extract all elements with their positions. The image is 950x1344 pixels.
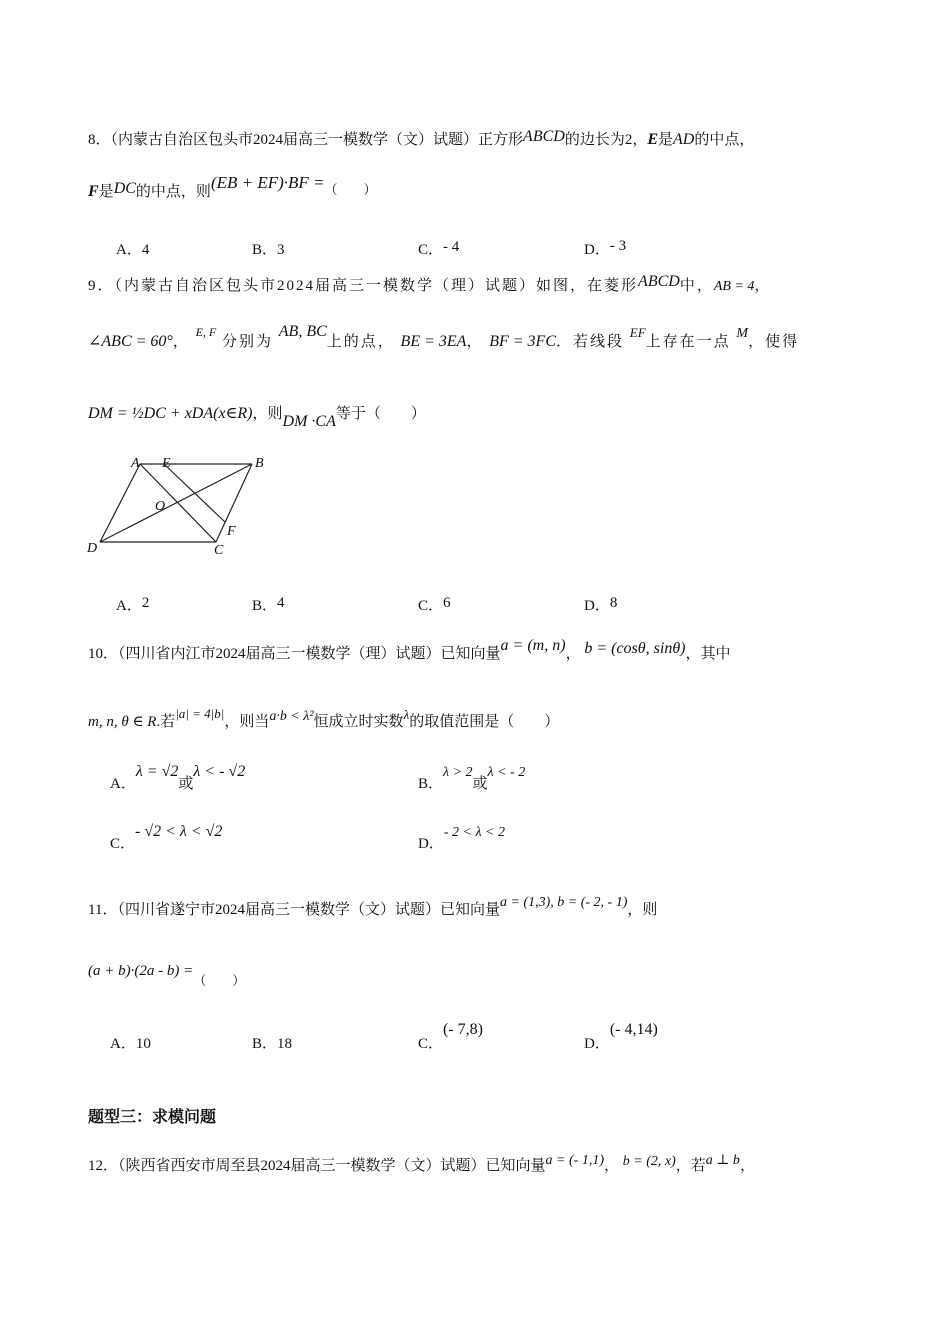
q9-option-c: C．6 xyxy=(418,595,451,614)
rhombus-figure xyxy=(84,450,284,560)
q9-math-angle: ∠ABC = 60° xyxy=(88,333,173,350)
q9-line1: 9．（内蒙古自治区包头市2024届高三一模数学（理）试题）如图，在菱形ABCD中，AB = 4， xyxy=(88,273,772,294)
q12-line1: 12．（陕西省西安市周至县2024届高三一模数学（文）试题）已知向量a = (- 1,1)， b = (2, x)，若a ⊥ b， xyxy=(88,1153,755,1174)
q8-option-c: C．- 4 xyxy=(418,239,460,258)
q11-option-a: A．10 xyxy=(110,1036,151,1052)
q10-option-c: C．- √2 < λ < √2 xyxy=(110,823,223,852)
q9-option-b: B．4 xyxy=(252,595,285,614)
q11-line1 xyxy=(88,895,658,919)
q9-math-ab4: AB = 4 xyxy=(713,279,755,294)
label-c: C xyxy=(214,543,224,558)
q10-text-a: 已知向量 xyxy=(440,646,501,662)
q10-math-mn: m, n, θ ∈ R xyxy=(88,714,157,730)
q8-text-d: 的中点， xyxy=(694,132,755,148)
q11-text-a: 已知向量 xyxy=(439,902,500,918)
q10-line2 xyxy=(88,706,560,731)
q9-line3 xyxy=(88,402,426,430)
q9-number: 9． xyxy=(88,278,115,294)
q10-text-d: ，则当 xyxy=(224,714,270,730)
q9-math-m: M xyxy=(736,326,749,341)
q10-line1: 10．（四川省内江市2024届高三一模数学（理）试题）已知向量a = (m, n)， b = (cosθ, sinθ)，其中 xyxy=(88,637,731,662)
q10-text-c: .若 xyxy=(156,714,176,730)
q8-text-f: 的中点，则 xyxy=(135,184,211,200)
q10-option-d: D．- 2 < λ < 2 xyxy=(418,825,505,852)
q11-math-expr: (a + b)·(2a - b) = xyxy=(88,963,194,979)
q9-math-bf: BF = 3FC xyxy=(489,333,556,350)
q11-option-c: C．(- 7,8) xyxy=(418,1021,483,1052)
section-title: 题型三：求模问题 xyxy=(88,1107,217,1126)
q11-paren: （ ） xyxy=(193,973,246,988)
q10-source: （四川省内江市2024届高三一模数学（理）试题） xyxy=(118,646,441,662)
q8-text-e: 是 xyxy=(98,184,114,200)
q8-line2 xyxy=(88,173,377,201)
q8-number: 8． xyxy=(88,132,111,148)
q11-option-d: D．(- 4,14) xyxy=(584,1021,658,1052)
q8-text-b: 的边长为2， xyxy=(564,132,648,148)
segment-ef xyxy=(164,464,225,522)
q11-number: 11． xyxy=(88,902,118,918)
q9-line2: ∠ABC = 60°， $^{E, F}$ 分别为 AB, BC上的点， BE = 3EA， BF = 3FC．若线段 EF上存在一点 M，使得 xyxy=(88,323,800,350)
q10-text-f: 的取值范围是（ ） xyxy=(409,714,560,730)
label-d: D xyxy=(87,541,98,556)
q11-source: （四川省遂宁市2024届高三一模数学（文）试题） xyxy=(117,902,440,918)
q9-text-e: ．若线段 xyxy=(556,334,625,350)
label-a: A xyxy=(131,456,140,471)
q9-math-dm: DM = ½DC + xDA(x∈R) xyxy=(88,405,253,422)
q8-math-abcd: ABCD xyxy=(523,128,565,145)
q8-var-e: E xyxy=(647,131,659,148)
q9-math-be: BE = 3EA xyxy=(400,333,467,350)
label-o: O xyxy=(155,499,166,514)
q12-math-b: b = (2, x) xyxy=(622,1154,676,1169)
q8-source: （内蒙古自治区包头市2024届高三一模数学（文）试题） xyxy=(110,132,479,148)
q9-option-a: A．2 xyxy=(116,595,150,614)
q9-option-d: D．8 xyxy=(584,595,618,614)
q10-math-ineq: a·b < λ² xyxy=(269,709,314,724)
q8-text-c: 是 xyxy=(658,132,674,148)
q10-number: 10． xyxy=(88,646,119,662)
q11-line2 xyxy=(88,960,246,988)
q10-math-a: a = (m, n) xyxy=(500,637,566,654)
q8-math-ad: AD xyxy=(673,131,695,148)
q9-text-f: 上存在一点 xyxy=(645,334,731,350)
q12-text-a: 已知向量 xyxy=(485,1158,546,1174)
q9-math-abcd: ABCD xyxy=(638,273,680,290)
q12-math-a: a = (- 1,1) xyxy=(545,1153,604,1168)
q8-option-d: D．- 3 xyxy=(584,238,627,258)
label-f: F xyxy=(227,524,236,539)
q9-text-h: ，则 xyxy=(252,406,283,422)
q10-math-abs: |a| = 4|b| xyxy=(175,706,225,721)
q8-option-a: A．4 xyxy=(116,242,150,258)
q10-math-lambda: λ xyxy=(403,707,410,722)
q11-text-b: ，则 xyxy=(627,902,658,918)
q8-var-f: F xyxy=(88,183,99,200)
q9-math-dmca: DM ·CA xyxy=(282,413,336,430)
q9-source: （内蒙古自治区包头市2024届高三一模数学（理）试题） xyxy=(114,278,537,294)
q10-option-a: A．λ = √2或λ < - √2 xyxy=(110,763,246,792)
q10-text-e: 恒成立时实数 xyxy=(313,714,404,730)
q8-paren: （ ） xyxy=(324,182,377,197)
label-e: E xyxy=(162,456,171,471)
q9-text-a: 如图，在菱形 xyxy=(536,278,639,294)
q9-text-c: 分别为 xyxy=(222,334,274,350)
q8-math-dc: DC xyxy=(113,180,136,197)
q12-text-c: ， xyxy=(739,1158,755,1174)
q10-option-b: B．λ > 2或λ < - 2 xyxy=(418,765,526,792)
q10-math-b: b = (cosθ, sinθ) xyxy=(584,640,686,657)
label-b: B xyxy=(255,456,264,471)
q9-text-g: ，使得 xyxy=(748,334,800,350)
q11-option-b: B．18 xyxy=(252,1036,293,1052)
q10-text-b: ，其中 xyxy=(685,646,731,662)
q9-text-d: 上的点， xyxy=(326,334,395,350)
q12-text-b: ，若 xyxy=(675,1158,706,1174)
q8-text-a: 正方形 xyxy=(478,132,524,148)
q9-math-abbc: AB, BC xyxy=(278,323,327,340)
q12-number: 12． xyxy=(88,1158,119,1174)
q8-line1 xyxy=(88,128,754,149)
q9-text-i: 等于（ ） xyxy=(335,406,426,422)
q12-math-perp: a ⊥ b xyxy=(705,1153,740,1168)
edge-da xyxy=(100,464,140,542)
q11-math-ab: a = (1,3), b = (- 2, - 1) xyxy=(499,895,628,910)
q9-math-ef2: EF xyxy=(629,325,646,340)
q9-text-b: 中， xyxy=(679,278,714,294)
q12-source: （陕西省西安市周至县2024届高三一模数学（文）试题） xyxy=(118,1158,486,1174)
q9-math-ef: E, F xyxy=(195,325,217,339)
q8-option-b: B．3 xyxy=(252,242,285,258)
q8-math-expr: (EB + EF)·BF = xyxy=(210,173,325,192)
